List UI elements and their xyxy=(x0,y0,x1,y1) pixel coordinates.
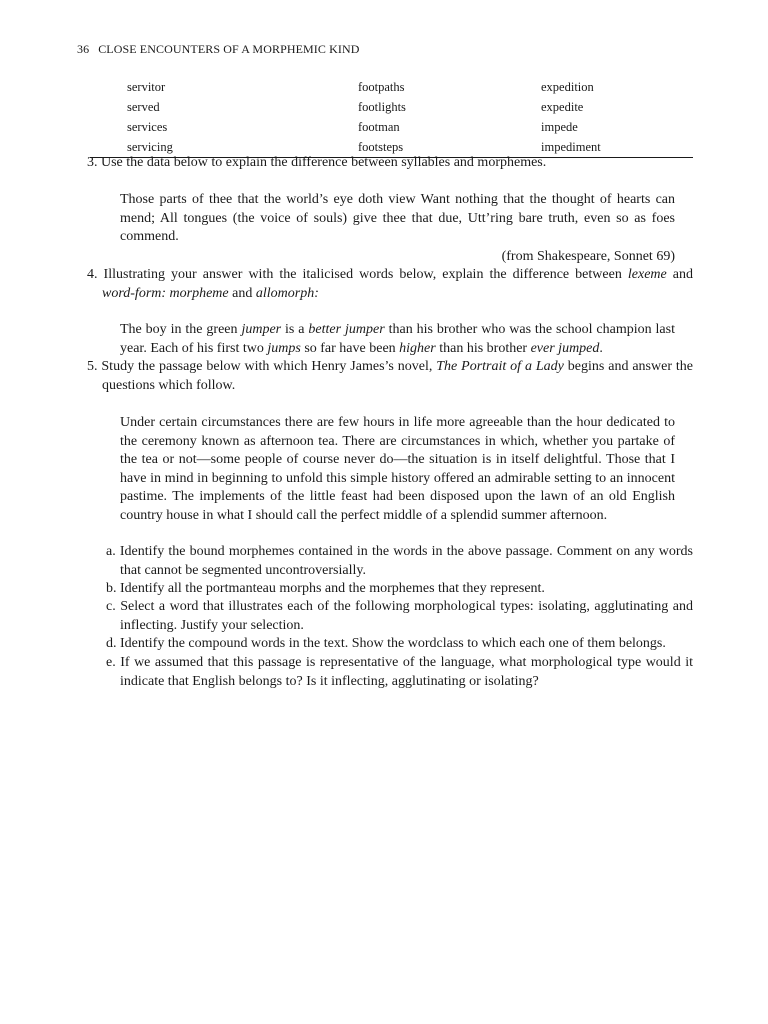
table-cell: servitor xyxy=(127,80,166,94)
question-5-text xyxy=(87,358,693,395)
term-word-form: word-form: morpheme xyxy=(102,285,229,301)
quote-italic: higher xyxy=(399,340,436,356)
term-allomorph: allomorph: xyxy=(255,285,319,301)
question-4-part: 4. Illustrating your answer with the italicised words below, explain the difference between xyxy=(87,267,628,282)
table-cell: impede xyxy=(541,120,578,134)
term-lexeme: lexeme xyxy=(627,267,667,282)
question-4-text xyxy=(87,266,693,303)
question-4 xyxy=(87,266,693,303)
question-5-part: 5. Study the passage below with which Henry James’s novel, xyxy=(87,359,437,374)
subquestion-b: b. Identify all the portmanteau morphs and the morphemes that they represent. xyxy=(106,581,545,596)
quote-text: so far have been xyxy=(300,340,400,356)
table-cell: expedition xyxy=(541,80,594,94)
subquestion-a: a. Identify the bound morphemes contained in the words in the above passage. Comment on any words that cannot be segmented uncontroversially. xyxy=(106,544,693,578)
quote-text: The boy in the green xyxy=(120,322,242,337)
quote-text: than his brother who was the school champion last year. Each of his first two xyxy=(120,322,675,356)
table-row xyxy=(90,77,693,97)
question-3 xyxy=(87,154,693,173)
page-number: 36 xyxy=(77,42,90,56)
quote-italic: jumps xyxy=(267,340,301,356)
shakespeare-quote: Those parts of thee that the world’s eye doth view Want nothing that the thought of hearts can mend; All tongues (the voice of souls) give thee that due, Utt’ring bare truth, even so as foes commend. xyxy=(120,192,675,244)
subquestion-e: e. If we assumed that this passage is representative of the language, what morphological type would it indicate that English belongs to? Is it inflecting, agglutinating or isolating? xyxy=(106,655,693,689)
question-3-text: 3. Use the data below to explain the difference between syllables and morphemes. xyxy=(87,155,547,170)
quote-text: than his brother xyxy=(435,340,531,356)
quote-source: (from Shakespeare, Sonnet 69) xyxy=(501,249,675,264)
james-passage: Under certain circumstances there are few hours in life more agreeable than the hour dedicated to the ceremony known as afternoon tea. There are circumstances in which, whether you partake of the tea or not—some people of course never do—the situation is in itself delightful. Those that I have in mind in beginning to unfold this simple history offered an admirable setting to an innocent pastime. The implements of the little feast had been disposed upon the lawn of an old English country house in what I should call the perfect middle of a splendid summer afternoon. xyxy=(120,415,675,523)
quote-italic: better jumper xyxy=(308,322,385,337)
quote-text: . xyxy=(599,340,603,356)
table-cell: expedite xyxy=(541,100,584,114)
question-4-part: and xyxy=(228,285,256,301)
table-cell: served xyxy=(127,100,160,114)
quote-text: is a xyxy=(281,322,309,337)
question-5-part: begins and answer the questions which follow. xyxy=(102,359,693,393)
quote-italic: ever jumped xyxy=(530,340,600,356)
table-cell: footlights xyxy=(358,100,406,114)
table-cell: footsteps xyxy=(358,140,404,154)
running-head xyxy=(77,40,360,59)
table-row xyxy=(90,117,693,137)
subquestion-c: c. Select a word that illustrates each of the following morphological types: isolating, agglutinating and inflecting. Justify your selection. xyxy=(106,599,693,633)
word-table xyxy=(90,77,693,158)
jumper-quote xyxy=(120,321,675,358)
table-cell: impediment xyxy=(541,140,601,154)
subquestion-d: d. Identify the compound words in the text. Show the wordclass to which each one of them belongs. xyxy=(106,636,666,651)
table-row xyxy=(90,97,693,117)
question-4-part: and xyxy=(666,267,693,282)
running-head-title: CLOSE ENCOUNTERS OF A MORPHEMIC KIND xyxy=(98,42,360,56)
table-cell: footpaths xyxy=(358,80,405,94)
novel-title: The Portrait of a Lady xyxy=(436,359,564,374)
quote-italic: jumper xyxy=(241,322,282,337)
table-cell: footman xyxy=(358,120,400,134)
question-5 xyxy=(87,358,693,395)
table-cell: servicing xyxy=(127,140,173,154)
table-cell: services xyxy=(127,120,168,134)
